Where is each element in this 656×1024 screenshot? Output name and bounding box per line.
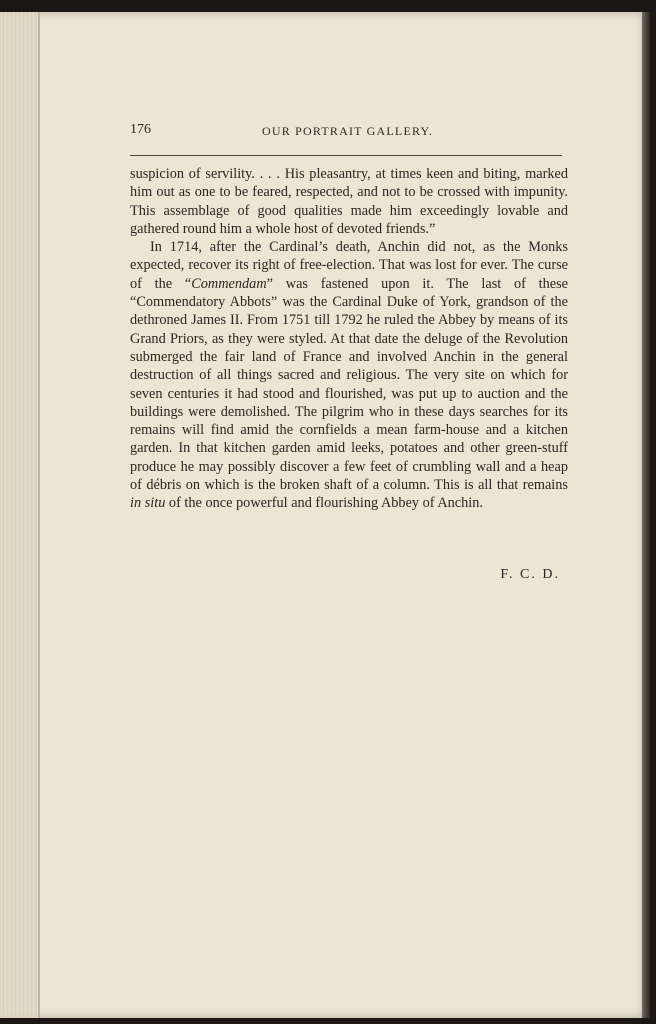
- book-page: [0, 12, 650, 1018]
- page-number: 176: [130, 122, 151, 137]
- in-situ-term: in situ: [130, 495, 166, 512]
- paragraph-2: [130, 238, 568, 512]
- paragraph-2-part-2: ” was fastened upon it. The last of these “Commendatory Abbots” was the Cardinal Duke of York, grandson of the dethroned James II. From 1751 till 1792 he ruled the Abbey by means of its Grand Priors, as they were styled. At that date the deluge of the Revolution submerged the fair land of France and involved Anchin in the general destruction of all things sacred and religious. The very site on which for seven centuries it had stood and flourished, was put up to auction and the buildings were demolished. The pilgrim who in these days searches for its remains will find amid the cornfields a mean farm-house and a kitchen garden. In that kitchen garden amid leeks, potatoes and other green-stuff produce he may possibly discover a few feet of crumbling wall and a heap of débris on which is the broken shaft of a column. This is all that remains: [130, 275, 568, 494]
- running-title: OUR PORTRAIT GALLERY.: [262, 124, 434, 138]
- page-header: [130, 122, 568, 142]
- book-binding: [642, 12, 650, 1018]
- author-signature: F. C. D.: [500, 567, 560, 582]
- body-text: [130, 165, 568, 513]
- paragraph-1: suspicion of servility. . . . His pleasantry, at times keen and biting, marked him out as one to be feared, respected, and not to be crossed with impunity. This assemblage of good qualities made him exceedingly lovable and gathered round him a whole host of devoted friends.”: [130, 166, 568, 237]
- page-edges: [0, 12, 40, 1018]
- paragraph-2-part-1: In 1714, after the Cardinal’s death, Anchin did not, as the Monks expected, recover its right of free-election. That was lost for ever. The curse of the “: [130, 239, 568, 292]
- header-rule: [130, 155, 562, 156]
- paragraph-2-part-3: of the once powerful and flourishing Abbey of Anchin.: [165, 495, 483, 512]
- commendam-term: Commendam: [191, 275, 267, 292]
